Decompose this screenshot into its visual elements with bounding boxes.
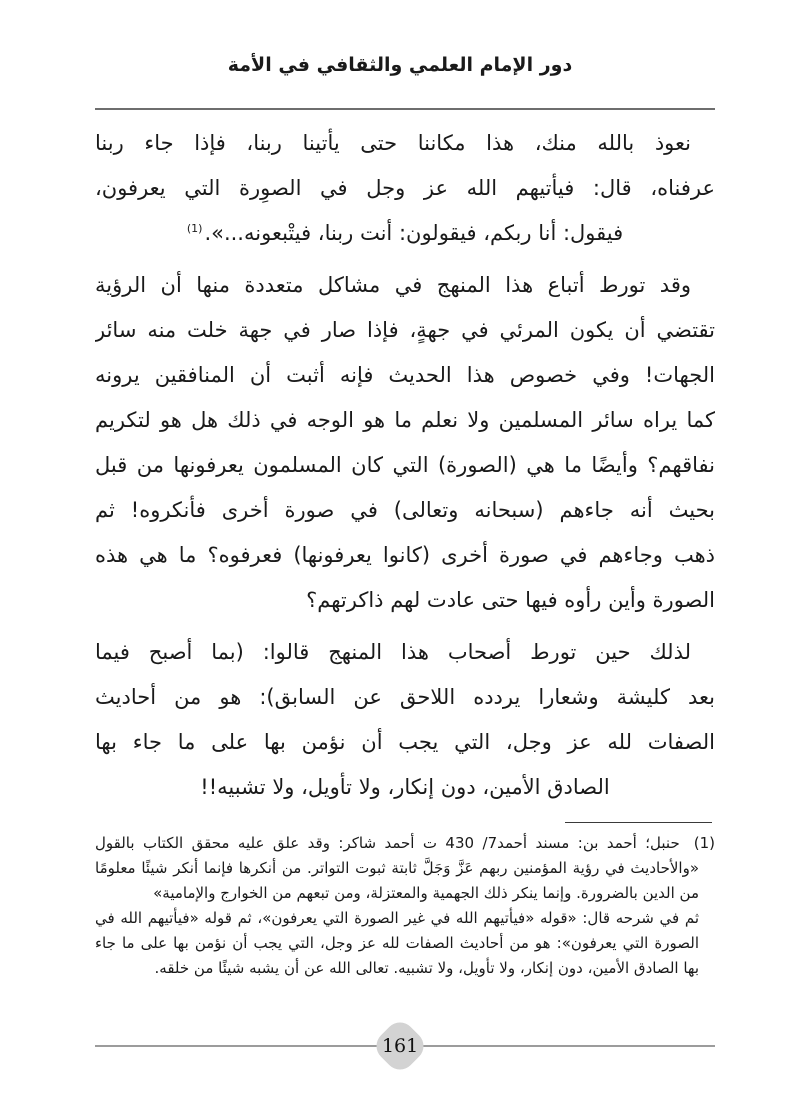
footnote-separator — [565, 822, 712, 823]
text-line: الجهات! وفي خصوص هذا الحديث فإنه أثبت أن المنافقين يرونه — [95, 363, 715, 387]
text-line: لذلك حين تورط أصحاب هذا المنهج قالوا: (بما أصبح فيما — [95, 640, 691, 664]
text-line: الصورة وأين رأوه فيها حتى عادت لهم ذاكرتهم؟ — [306, 588, 715, 612]
header-rule — [95, 108, 715, 110]
text-line: بحيث أنه جاءهم (سبحانه وتعالى) في صورة أخرى فأنكروه! ثم — [95, 498, 715, 522]
page-number-badge — [370, 1016, 429, 1075]
text-line: فيقول: أنا ربكم، فيقولون: أنت ربنا، فيتْبعونه...».$^{(1)}$ — [186, 221, 624, 245]
footnote-number: (1) — [693, 834, 715, 852]
text-line: نفاقهم؟ وأيضًا ما هي (الصورة) التي كان المسلمون يعرفونها من قبل — [95, 453, 715, 477]
footnote-line: الصورة التي يعرفون»: هو من أحاديث الصفات لله عز وجل، التي يجب أن نؤمن بها على ما جاء — [95, 934, 699, 952]
text-line: نعوذ بالله منك، هذا مكاننا حتى يأتينا ربنا، فإذا جاء ربنا — [95, 131, 691, 155]
page-title: دور الإمام العلمي والثقافي في الأمة — [227, 54, 573, 76]
footnote-line: ثم في شرحه قال: «قوله «فيأتيهم الله في غير الصورة التي يعرفون»، ثم قوله «فيأتيهم الله في — [95, 909, 699, 927]
footnote-line: «والأحاديث في رؤية المؤمنين ربهم عَزَّ وَجَلَّ ثابتة ثبوت التواتر. من أنكرها فإنما أنكر شيئًا معلومًا — [95, 859, 699, 877]
text-line: تقتضي أن يكون المرئي في جهةٍ، فإذا صار في جهة خلت منه سائر — [95, 318, 715, 342]
paragraph — [95, 630, 715, 810]
text-line: وقد تورط أتباع هذا المنهج في مشاكل متعددة منها أن الرؤية — [95, 273, 691, 297]
paragraph — [95, 263, 715, 623]
text-line: الصفات لله عز وجل، التي يجب أن نؤمن بها على ما جاء بها — [95, 730, 715, 754]
text-line: كما يراه سائر المسلمين ولا نعلم ما هو الوجه في ذلك هل هو لتكريم — [95, 408, 715, 432]
text-line: ذهب وجاءهم في صورة أخرى (كانوا يعرفونها) فعرفوه؟ ما هي هذه — [95, 543, 715, 567]
text-line: عرفناه، قال: فيأتيهم الله عز وجل في الصوِرة التي يعرفون، — [95, 176, 715, 200]
footnote — [95, 831, 715, 981]
body-text — [95, 121, 715, 817]
text-line: الصادق الأمين، دون إنكار، ولا تأويل، ولا تشبيه!! — [200, 775, 610, 799]
footnote-reference: (1) — [186, 222, 203, 235]
footnote-line: بها الصادق الأمين، دون إنكار، ولا تأويل، ولا تشبيه. تعالى الله عن أن يشبه شيئًا من خلقه. — [154, 959, 699, 977]
text-line: بعد كليشة وشعارا يردده اللاحق عن السابق): هو من أحاديث — [95, 685, 715, 709]
footnote-line: (1)حنبل؛ أحمد بن: مسند أحمد7/ 430 ت أحمد شاكر: وقد علق عليه محقق الكتاب بالقول — [95, 834, 715, 852]
footnote-line: من الدين بالضرورة. وإنما ينكر ذلك الجهمية والمعتزلة، ومن تبعهم من الخوارج والإمامية» — [153, 884, 699, 902]
paragraph — [95, 121, 715, 256]
page-number: 161 — [381, 1035, 419, 1058]
